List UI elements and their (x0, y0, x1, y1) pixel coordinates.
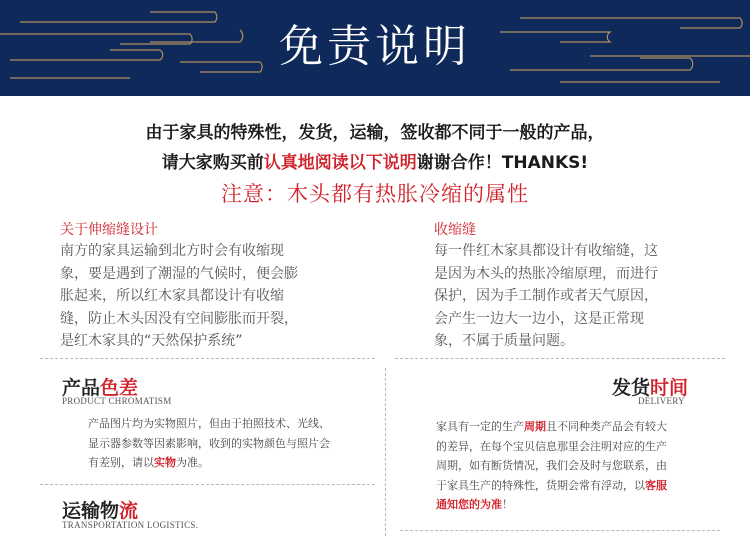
delivery-title-accent: 时间 (650, 377, 689, 399)
text-line: 产品图片均为实物照片，但由于拍照技术、光线、 (88, 417, 330, 430)
highlight: 周期 (524, 420, 546, 433)
text-line: 缝，防止木头因没有空间膨胀而开裂， (60, 310, 298, 327)
logistics-title-main: 运输物 (62, 500, 120, 522)
text-line: 有差别，请以实物为准。 (88, 456, 209, 469)
divider (395, 358, 725, 359)
divider (40, 484, 375, 485)
header-banner (0, 0, 750, 96)
delivery-title-main: 发货 (612, 377, 651, 399)
text-line: 南方的家具运输到北方时会有收缩现 (60, 243, 284, 259)
text-line: 家具有一定的生产周期且不同种类产品会有较大 (436, 420, 667, 433)
logistics-subtitle: TRANSPORTATION LOGISTICS. (62, 520, 199, 530)
shrink-body (434, 240, 724, 353)
intro-prefix: 请大家购买前 (161, 153, 264, 173)
intro-line-2 (0, 148, 750, 178)
intro-highlight: 认真地阅读以下说明 (263, 153, 417, 173)
intro-text (0, 118, 750, 178)
text-line: 每一件红木家具都设计有收缩缝，这 (434, 243, 658, 259)
text-line: 显示器参数等因素影响，收到的实物颜色与照片会 (88, 436, 330, 450)
highlight: 通知您的为准 (436, 498, 502, 511)
text-line: 会产生一边大一边小，这是正常现 (434, 310, 644, 327)
text-line: 象，不属于质量问题。 (434, 333, 574, 349)
page-title: 免责说明 (279, 21, 471, 72)
text-line: 保护，因为手工制作或者天气原因， (434, 288, 658, 304)
chromatism-title-accent: 色差 (100, 377, 139, 399)
divider (400, 530, 720, 531)
text-line: 的差异，在每个宝贝信息那里会注明对应的生产 (436, 439, 667, 453)
text-line: 象，要是遇到了潮湿的气候时，便会膨 (60, 265, 298, 282)
shrink-joint-card (434, 220, 724, 353)
notice-heading: 注意：木头都有热胀冷缩的属性 (221, 182, 529, 206)
divider (385, 368, 386, 536)
expansion-body (60, 240, 350, 353)
logistics-title-accent: 流 (119, 500, 139, 522)
chromatism-title-main: 产品 (62, 377, 101, 399)
text-line: 通知您的为准！ (436, 498, 513, 511)
text-line: 是红木家具的“天然保护系统” (60, 333, 243, 349)
text-line: 于家具生产的特殊性，货期会常有浮动，以客服 (436, 478, 667, 492)
chromatism-body (88, 414, 368, 473)
intro-line-1: 由于家具的特殊性，发货，运输，签收都不同于一般的产品， (145, 123, 605, 143)
text-line: 是因为木头的热胀冷缩原理，而进行 (434, 265, 658, 282)
highlight: 客服 (645, 478, 667, 492)
text-line: 周期，如有断货情况，我们会及时与您联系，由 (436, 459, 667, 472)
delivery-body (436, 417, 726, 515)
expansion-heading: 关于伸缩缝设计 (60, 222, 158, 238)
logistics-title (62, 496, 138, 523)
chromatism-subtitle: PRODUCT CHROMATISM (62, 396, 172, 406)
delivery-subtitle: DELIVERY (638, 396, 685, 406)
expansion-joint-card (60, 220, 350, 353)
divider (40, 358, 375, 359)
text-line: 胀起来，所以红木家具都设计有收缩 (60, 288, 284, 304)
shrink-heading: 收缩缝 (434, 222, 476, 238)
intro-suffix: 谢谢合作！THANKS! (416, 153, 589, 173)
highlight: 实物 (154, 456, 176, 469)
